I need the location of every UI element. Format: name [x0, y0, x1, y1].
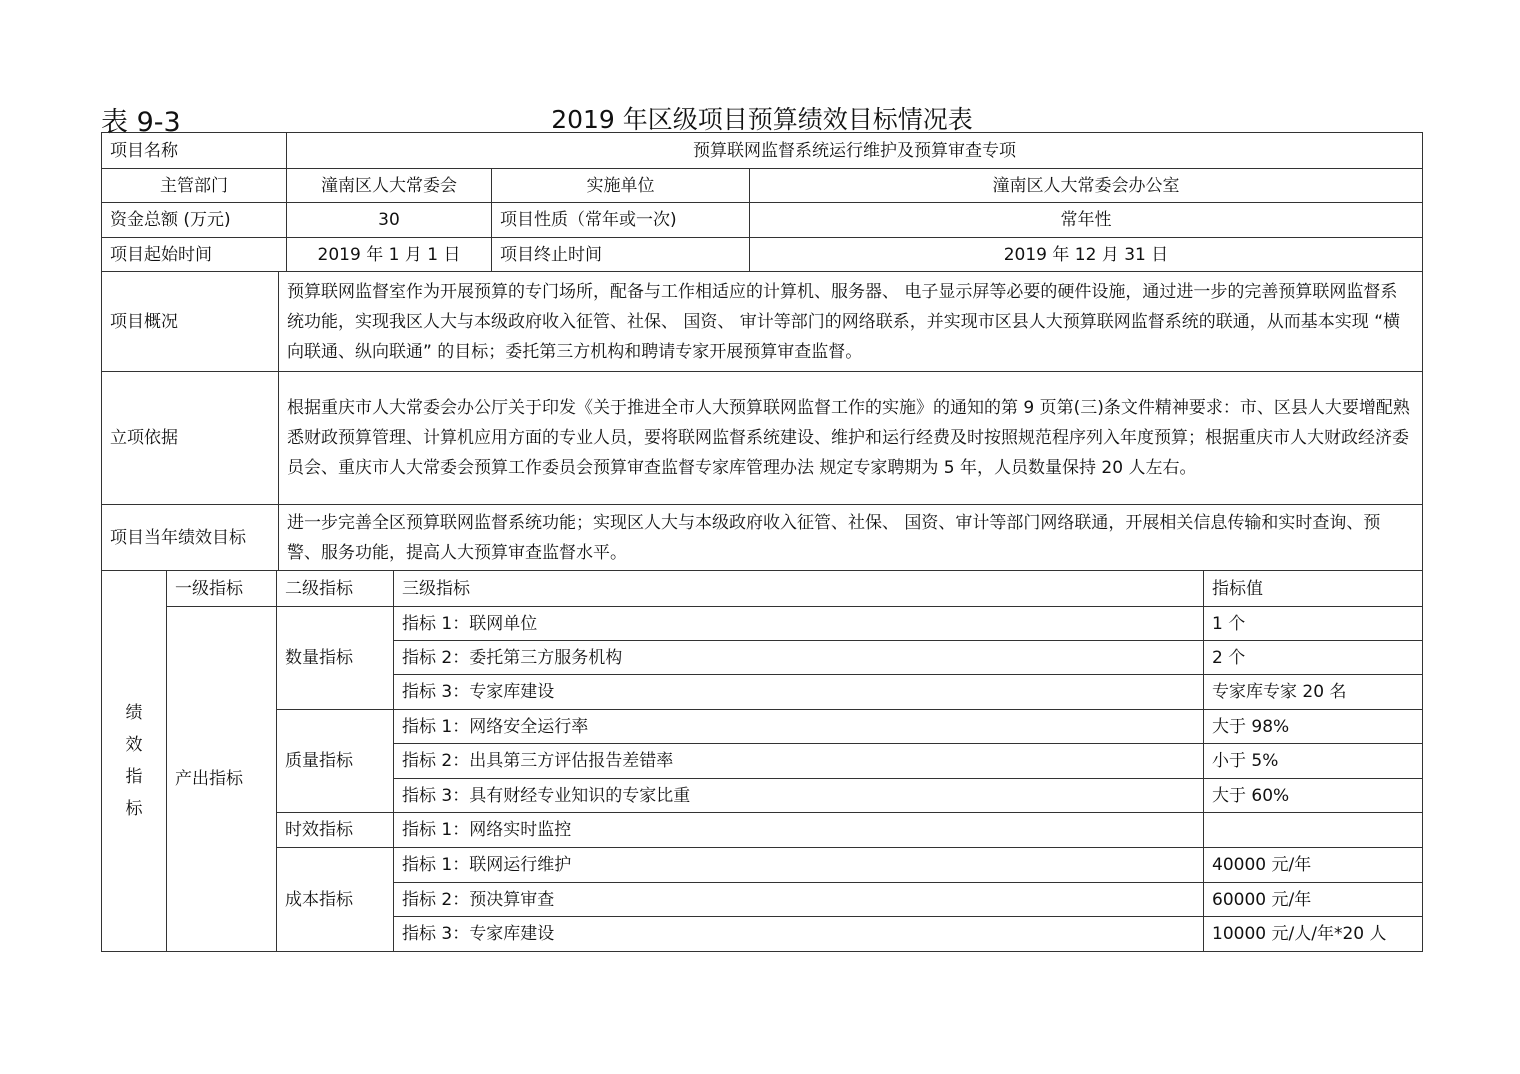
group-quantity: 数量指标 [277, 607, 394, 710]
nature-label: 项目性质（常年或一次) [492, 203, 750, 238]
indicator-value: 1 个 [1204, 607, 1423, 641]
indicator-value: 专家库专家 20 名 [1204, 675, 1423, 710]
indicator-value: 大于 60% [1204, 779, 1423, 813]
col-header-level3: 三级指标 [394, 571, 1204, 607]
overview-label: 项目概况 [102, 272, 279, 372]
project-name-label: 项目名称 [102, 133, 287, 169]
group-cost: 成本指标 [277, 848, 394, 952]
unit-value: 潼南区人大常委会办公室 [750, 169, 1423, 203]
indicator-text: 指标 1：联网运行维护 [394, 848, 1204, 883]
fund-label: 资金总额 (万元) [102, 203, 287, 238]
side-char: 指 [125, 767, 143, 787]
project-name-value: 预算联网监督系统运行维护及预算审查专项 [287, 133, 1423, 169]
indicator-text: 指标 2：委托第三方服务机构 [394, 641, 1204, 675]
table-row [102, 505, 1423, 571]
col-header-value: 指标值 [1204, 571, 1423, 607]
start-value: 2019 年 1 月 1 日 [287, 238, 492, 272]
performance-indicator-side-label [102, 571, 167, 952]
table-row [102, 372, 1423, 505]
indicator-text: 指标 1：联网单位 [394, 607, 1204, 641]
table-row [102, 848, 1423, 883]
side-char: 标 [125, 799, 143, 819]
table-row [102, 710, 1423, 744]
basis-label: 立项依据 [102, 372, 279, 505]
dept-label: 主管部门 [102, 169, 287, 203]
indicator-value: 10000 元/人/年*20 人 [1204, 917, 1423, 952]
side-char: 绩 [125, 703, 143, 723]
nature-value: 常年性 [750, 203, 1423, 238]
indicator-text: 指标 1：网络实时监控 [394, 813, 1204, 848]
col-header-level2: 二级指标 [277, 571, 394, 607]
basis-text: 根据重庆市人大常委会办公厅关于印发《关于推进全市人大预算联网监督工作的实施》的通知的第 9 页第(三)条文件精神要求：市、区县人大要增配熟悉财政预算管理、计算机应用方面的专业人员，要将联网监督系统建设、维护和运行经费及时按照规范程序列入年度预算；根据重庆市人大财政经济委员会、重庆市人大常委会预算工作委员会预算审查监督专家库管理办法 规定专家聘期为 5 年，人员数量保持 20 人左右。 [279, 372, 1423, 505]
indicator-text: 指标 2：预决算审查 [394, 883, 1204, 917]
indicator-text: 指标 3：专家库建设 [394, 675, 1204, 710]
indicator-value: 2 个 [1204, 641, 1423, 675]
indicator-value: 小于 5% [1204, 744, 1423, 779]
overview-text: 预算联网监督室作为开展预算的专门场所，配备与工作相适应的计算机、服务器、 电子显示屏等必要的硬件设施，通过进一步的完善预算联网监督系统功能，实现我区人大与本级政府收入征管、社保、 国资、 审计等部门的网络联系，并实现市区县人大预算联网监督系统的联通，从而基本实现 “横向联通、纵向联通” 的目标；委托第三方机构和聘请专家开展预算审查监督。 [279, 272, 1423, 372]
table-row [102, 272, 1423, 372]
side-char: 效 [125, 735, 143, 755]
table-row [102, 169, 1423, 203]
fund-value: 30 [287, 203, 492, 238]
table-row [102, 607, 1423, 641]
group-timeliness: 时效指标 [277, 813, 394, 848]
indicator-value [1204, 813, 1423, 848]
indicator-text: 指标 2：出具第三方评估报告差错率 [394, 744, 1204, 779]
table-number: 表 9-3 [101, 107, 181, 138]
document-heading [101, 100, 1423, 138]
start-label: 项目起始时间 [102, 238, 287, 272]
project-info-table [101, 132, 1423, 272]
indicator-text: 指标 3：专家库建设 [394, 917, 1204, 952]
indicator-value: 40000 元/年 [1204, 848, 1423, 883]
indicator-value: 大于 98% [1204, 710, 1423, 744]
table-row [102, 813, 1423, 848]
indicator-text: 指标 1：网络安全运行率 [394, 710, 1204, 744]
col-header-level1: 一级指标 [167, 571, 277, 607]
table-row [102, 238, 1423, 272]
document-title: 2019 年区级项目预算绩效目标情况表 [551, 105, 973, 134]
dept-value: 潼南区人大常委会 [287, 169, 492, 203]
project-description-table [101, 271, 1423, 571]
indicator-text: 指标 3：具有财经专业知识的专家比重 [394, 779, 1204, 813]
group-quality: 质量指标 [277, 710, 394, 813]
goal-text: 进一步完善全区预算联网监督系统功能；实现区人大与本级政府收入征管、社保、 国资、审计等部门网络联通，开展相关信息传输和实时查询、预警、服务功能，提高人大预算审查监督水平。 [279, 505, 1423, 571]
table-row [102, 133, 1423, 169]
level1-output: 产出指标 [167, 607, 277, 952]
table-row [102, 203, 1423, 238]
table-row [102, 571, 1423, 607]
goal-label: 项目当年绩效目标 [102, 505, 279, 571]
indicator-value: 60000 元/年 [1204, 883, 1423, 917]
unit-label: 实施单位 [492, 169, 750, 203]
end-value: 2019 年 12 月 31 日 [750, 238, 1423, 272]
end-label: 项目终止时间 [492, 238, 750, 272]
indicator-table [101, 570, 1423, 952]
